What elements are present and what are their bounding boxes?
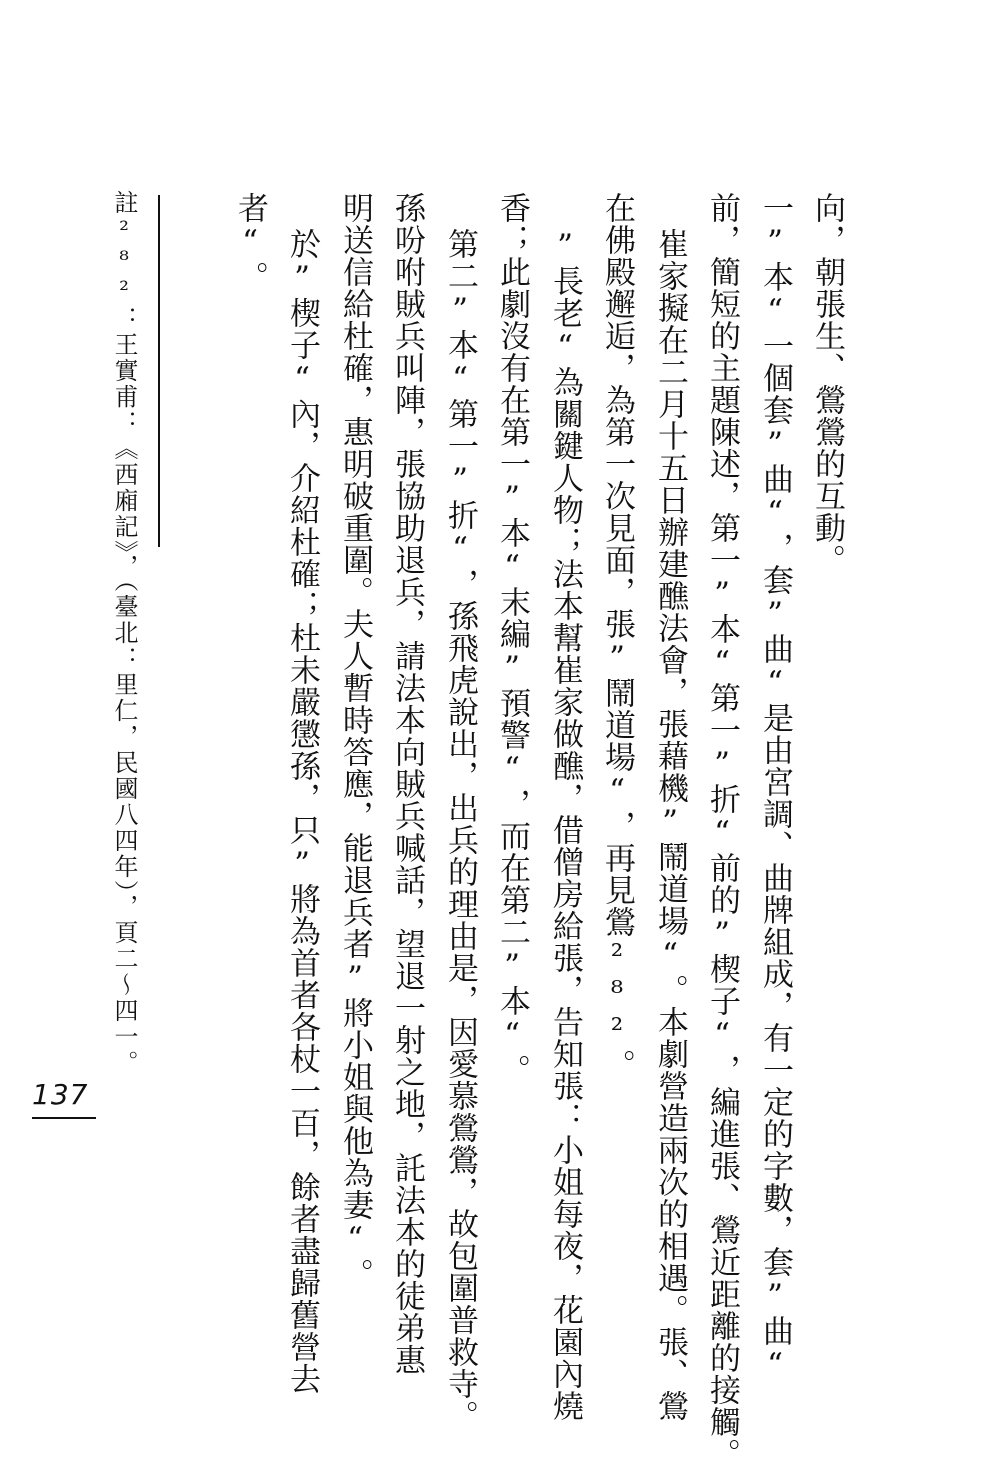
- body-line-9: 孫吩咐賊兵叫陣，張協助退兵，請法本向賊兵喊話，望退一射之地，託法本的徒弟惠: [389, 192, 425, 1376]
- body-line-12: 者“。: [232, 192, 268, 293]
- body-line-11: 於”楔子“內，介紹杜確；杜未嚴懲孫，只”將為首者各杖一百，餘者盡歸舊營去: [284, 228, 320, 1395]
- footnote-text: 註²⁸²：王實甫：《西廂記》，（臺北：里仁，民國八四年），頁二～四一。: [110, 190, 138, 1076]
- body-line-2: 一”本“一個套”曲“，套”曲“是由宮調、曲牌組成，有一定的字數，套”曲“: [757, 192, 793, 1384]
- body-line-4: 崔家擬在二月十五日辦建醮法會，張藉機”鬧道場“。本劇營造兩次的相遇。張、鶯: [652, 228, 688, 1422]
- body-line-5: 在佛殿邂逅，為第一次見面，張”鬧道場“，再見鶯²⁸²。: [599, 192, 635, 1081]
- body-line-1: 向，朝張生、鶯鶯的互動。: [809, 192, 845, 576]
- body-line-7: 香；此劇沒有在第一”本“末編”預警“，而在第二”本“。: [494, 192, 530, 1086]
- body-line-8: 第二”本“第一”折“，孫飛虎說出，出兵的理由是，因愛慕鶯鶯，故包圍普救寺。: [442, 228, 478, 1432]
- body-line-3: 前，簡短的主題陳述，第一”本“第一”折“前的”楔子“，編進張、鶯近距離的接觸。: [704, 192, 740, 1470]
- body-line-10: 明送信給杜確，惠明破重圍。夫人暫時答應，能退兵者”將小姐與他為妻“。: [337, 192, 373, 1290]
- body-line-6: ”長老“為關鍵人物；法本幫崔家做醮，借僧房給張，告知張：小姐每夜，花園內燒: [547, 228, 583, 1422]
- footnote-divider: [158, 195, 160, 547]
- page-number: 137: [32, 1078, 89, 1111]
- page-number-rule: [32, 1117, 96, 1119]
